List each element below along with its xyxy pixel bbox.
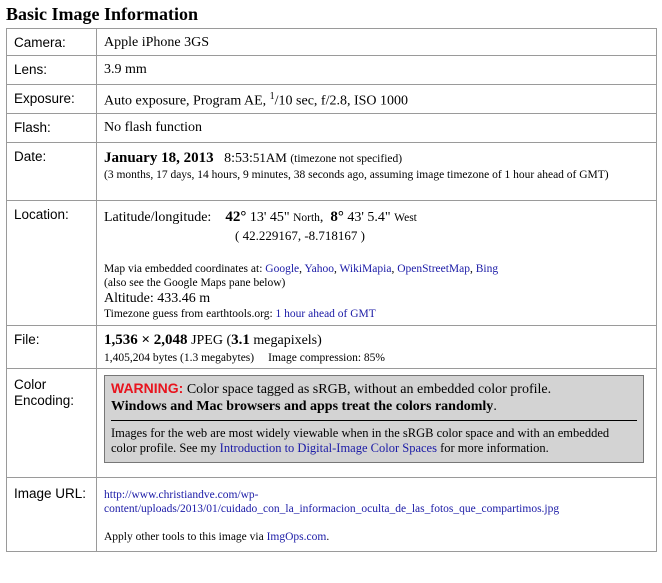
file-label: File: — [7, 326, 97, 369]
location-value: Latitude/longitude: 42° 13' 45" North, 8° 43' 5.4" West ( 42.229167, -8.718167 ) Map via embedded coordinates at: Google, Yahoo, WikiMapia, OpenStreetMap, Bing (also see the Google Maps pane below) Altitude: 433.46 m Timezone guess from earthtools.org: 1 hour ahead of GMT — [97, 201, 657, 326]
warning-text: Color space tagged as sRGB, without an embedded color profile. — [183, 382, 552, 397]
table-row — [7, 369, 657, 478]
color-value — [97, 369, 657, 478]
warning-bold: Windows and Mac browsers and apps treat the colors randomly — [111, 399, 494, 414]
date-time: 8:53: — [224, 151, 253, 166]
date-time-sec: 51AM — [252, 150, 287, 165]
location-label: Location: — [7, 201, 97, 326]
date-value — [97, 143, 657, 201]
color-label — [7, 369, 97, 478]
map-link-bing[interactable]: Bing — [475, 263, 499, 275]
decimal-coords: ( 42.229167, -8.718167 ) — [235, 228, 365, 243]
info-table — [6, 28, 657, 552]
url-label: Image URL: — [7, 478, 97, 552]
table-row — [7, 143, 657, 201]
tools-end: . — [326, 531, 330, 543]
latlong-label: Latitude/longitude: — [104, 210, 212, 225]
lat-deg: 42° — [225, 209, 247, 225]
camera-value: Apple iPhone 3GS — [97, 29, 657, 56]
image-url-link[interactable] — [104, 489, 559, 515]
color-info-a: Images for the web are most widely viewable when in the sRGB color space and with an embedded color profile. See my — [111, 426, 610, 455]
lat-dir: North — [293, 212, 320, 224]
table-row — [7, 201, 657, 326]
lens-value: 3.9 mm — [97, 56, 657, 85]
date-timezone: (timezone not specified) — [290, 153, 403, 165]
camera-label: Camera: — [7, 29, 97, 56]
tz-prefix: Timezone guess from earthtools.org: — [104, 308, 276, 320]
color-spaces-link[interactable]: Introduction to Digital-Image Color Spaces — [219, 441, 437, 455]
tz-link[interactable]: 1 hour ahead of GMT — [275, 308, 376, 320]
warning-end: . — [493, 399, 497, 414]
file-compression: Image compression: 85% — [268, 352, 386, 364]
altitude: Altitude: 433.46 m — [104, 291, 211, 306]
warning-box — [104, 375, 644, 463]
table-row — [7, 29, 657, 56]
file-format: JPEG ( — [187, 333, 232, 348]
table-row — [7, 478, 657, 552]
url-value — [97, 478, 657, 552]
exposure-value — [97, 85, 657, 114]
file-mp: 3.1 — [231, 332, 250, 348]
exposure-text-b: /10 sec, f/2.8, ISO 1000 — [274, 93, 409, 109]
map-link-wikimapia[interactable]: WikiMapia — [339, 263, 392, 275]
exposure-label: Exposure: — [7, 85, 97, 114]
warning-divider — [111, 420, 637, 421]
lon-deg: 8° — [330, 209, 344, 225]
color-label-2: Encoding: — [14, 393, 75, 408]
map-link-yahoo[interactable]: Yahoo — [304, 263, 334, 275]
file-value — [97, 326, 657, 369]
file-mp-suffix: megapixels) — [249, 333, 322, 348]
lon-rest: 43' 5.4" — [347, 210, 391, 225]
date-ago: (3 months, 17 days, 14 hours, 9 minutes, 38 seconds ago, assuming image timezone of 1 hour ahead of GMT) — [104, 169, 609, 181]
tools-prefix: Apply other tools to this image via — [104, 531, 267, 543]
map-note: (also see the Google Maps pane below) — [104, 277, 286, 289]
file-dims: 1,536 × 2,048 — [104, 332, 188, 348]
date-main: January 18, 2013 — [104, 150, 214, 166]
exposure-text-a: Auto exposure, Program AE, — [104, 93, 270, 109]
image-url-line2: content/uploads/2013/01/cuidado_con_la_informacion_oculta_de_las_fotos_que_compartimos.jpg — [104, 503, 560, 515]
color-label-1: Color — [14, 377, 47, 392]
color-info — [111, 426, 637, 456]
exposure-sup: 1 — [269, 91, 275, 102]
table-row — [7, 114, 657, 143]
date-label: Date: — [7, 143, 97, 201]
map-link-google[interactable]: Google — [265, 263, 300, 275]
imgops-link[interactable]: ImgOps.com — [266, 531, 327, 543]
lat-rest: 13' 45" — [249, 210, 290, 225]
flash-label: Flash: — [7, 114, 97, 143]
color-info-b: for more information. — [436, 441, 549, 455]
map-prefix: Map via embedded coordinates at: — [104, 263, 266, 275]
page-title: Basic Image Information — [6, 4, 198, 24]
table-row — [7, 85, 657, 114]
map-link-openstreetmap[interactable]: OpenStreetMap — [397, 263, 471, 275]
table-row — [7, 326, 657, 369]
image-url-line1: http://www.christiandve.com/wp- — [104, 489, 259, 501]
table-row — [7, 56, 657, 85]
warning-label: WARNING: — [111, 380, 184, 396]
file-bytes: 1,405,204 bytes (1.3 megabytes) — [104, 352, 255, 364]
lon-dir: West — [394, 212, 417, 224]
flash-value: No flash function — [97, 114, 657, 143]
lens-label: Lens: — [7, 56, 97, 85]
